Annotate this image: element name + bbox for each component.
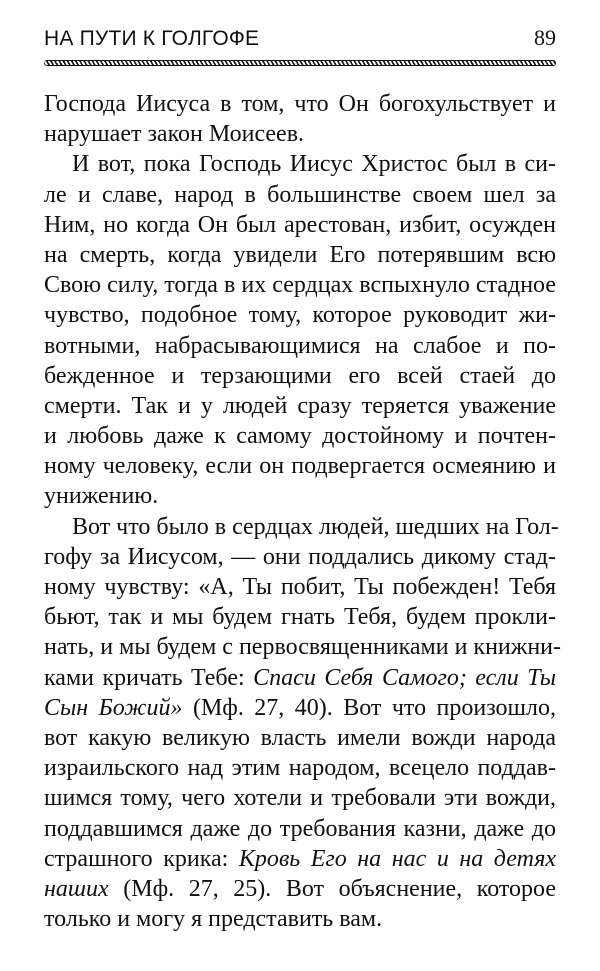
text-line [44,723,556,753]
text-segment: ному чувству: «А, Ты побит, Ты побежден! Тебя [44,574,556,600]
text-line [44,210,556,240]
running-title: НА ПУТИ К ГОЛГОФЕ [44,27,260,50]
text-line [44,270,556,300]
text-segment: унижению. [44,483,159,510]
text-line [44,89,556,119]
text-segment: только и могу я представить вам. [44,906,383,933]
text-line [44,240,556,270]
text-line [44,421,556,451]
text-segment: гофу за Иисусом, — они поддались дикому стад- [44,543,556,570]
text-line [44,753,556,783]
text-line [44,874,556,904]
text-line [44,542,556,572]
text-segment: ками кричать Тебе: [44,664,254,691]
text-line [44,149,556,179]
italic-quote: наших [44,875,109,902]
text-segment: поддавшимся даже до требования казни, даже до [44,815,556,842]
rope-divider [44,60,556,66]
text-line [44,391,556,421]
text-segment: (Мф. 27, 25). Вот объяснение, которое [108,875,556,902]
text-segment: вот какую великую власть имели вожди народа [44,724,556,751]
text-segment: Ним, но когда Он был арестован, избит, осужден [44,211,556,238]
text-line [44,783,556,813]
text-segment: (Мф. 27, 40). Вот что произошло, [182,694,557,721]
text-line [44,451,556,481]
text-line [44,602,556,632]
text-line [44,512,559,542]
text-segment: на смерть, когда увидели Его потерявшим всю [44,241,556,268]
text-line [44,572,556,602]
text-line [44,119,556,149]
text-segment: вотными, набрасывающимися на слабое и по- [44,332,556,359]
text-line [44,663,556,693]
text-segment: шимся тому, чего хотели и требовали эти вожди, [44,785,556,812]
text-line [44,481,556,511]
italic-quote: Кровь Его на нас и на детях [238,845,557,872]
text-segment: ному человеку, если он подвергается осмеянию и [44,453,556,480]
text-line [44,300,556,330]
text-line [44,632,562,662]
text-segment: смерти. Так и у людей сразу теряется уважение [44,392,556,419]
text-segment: Господа Иисуса в том, что Он богохульствует и [44,91,556,117]
page-text [44,89,562,934]
text-segment: Вот что было в сердцах людей, шедших на Гол- [72,513,559,540]
text-line [44,844,556,874]
text-line [44,331,556,361]
text-line [44,180,556,210]
text-segment: нать, и мы будем с первосвященниками и книжни- [44,634,562,661]
italic-quote: Сын Божий» [44,694,183,721]
italic-quote: Спаси Себя Самого; если Ты [253,664,557,691]
text-line [44,361,556,391]
text-line [44,814,556,844]
page-number: 89 [534,25,556,50]
text-segment: Свою силу, тогда в их сердцах вспыхнуло стадное [44,272,556,299]
text-line [44,904,556,934]
text-segment: ле и славе, народ в большинстве своем шел за [44,181,556,208]
text-segment: израильского над этим народом, всецело поддав- [44,755,556,782]
text-segment: чувство, подобное тому, которое руководит жи- [44,302,556,329]
text-segment: нарушает закон Моисеев. [44,121,305,148]
text-segment: бьют, так и мы будем гнать Тебя, будем прокли- [44,604,556,631]
text-segment: страшного крика: [44,845,239,872]
text-segment: бежденное и терзающими его всей стаей до [44,362,556,389]
text-segment: И вот, пока Господь Иисус Христос был в си- [72,151,556,178]
text-segment: и любовь даже к самому достойному и почтен- [44,423,556,450]
text-line [44,693,556,723]
